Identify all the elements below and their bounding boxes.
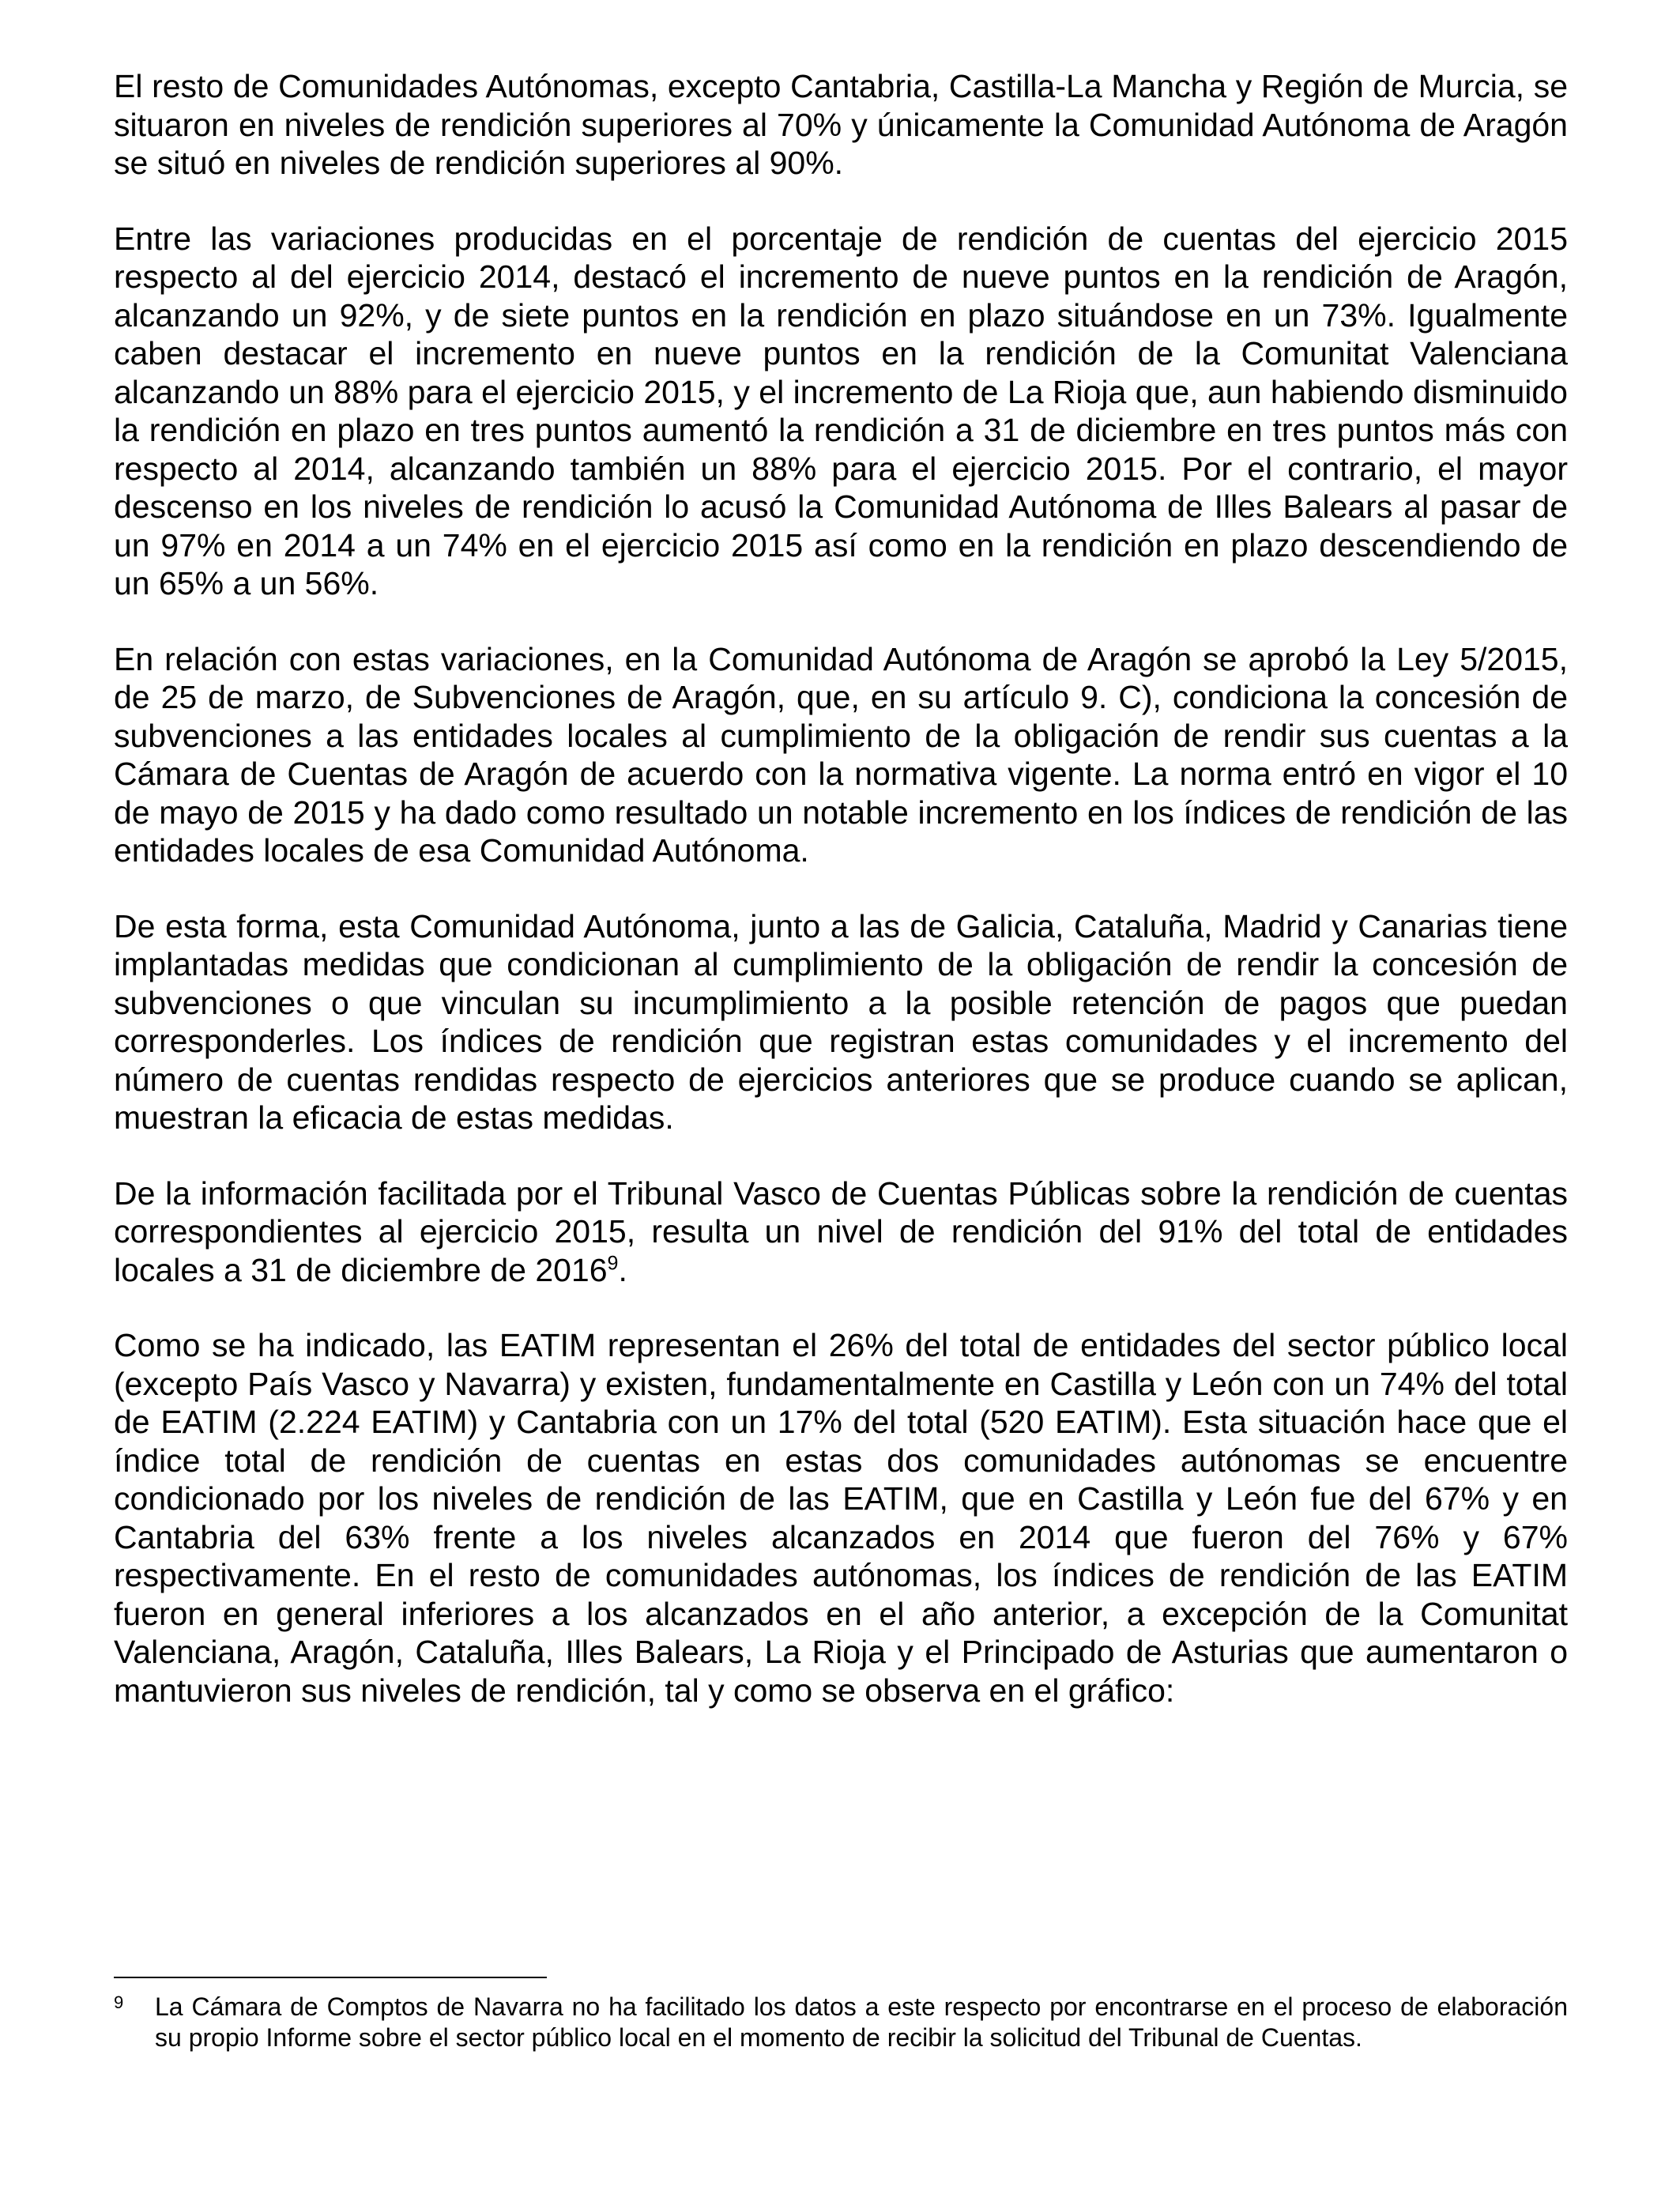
footnote — [114, 1992, 1568, 2053]
paragraph-3: En relación con estas variaciones, en la Comunidad Autónoma de Aragón se aprobó la Ley 5/2015, de 25 de marzo, de Subvenciones de Aragón, que, en su artículo 9. C), condiciona la concesión de subvenciones a las entidades locales al cumplimiento de la obligación de rendir sus cuentas a la Cámara de Cuentas de Aragón de acuerdo con la normativa vigente. La norma entró en vigor el 10 de mayo de 2015 y ha dado como resultado un notable incremento en los índices de rendición de las entidades locales de esa Comunidad Autónoma. — [114, 640, 1568, 869]
paragraph-4: De esta forma, esta Comunidad Autónoma, junto a las de Galicia, Cataluña, Madrid y Canarias tiene implantadas medidas que condicionan al cumplimiento de la obligación de rendir la concesión de subvenciones o que vinculan su incumplimiento a la posible retención de pagos que puedan corresponderles. Los índices de rendición que registran estas comunidades y el incremento del número de cuentas rendidas respecto de ejercicios anteriores que se produce cuando se aplican, muestran la eficacia de estas medidas. — [114, 907, 1568, 1136]
footnote-text: La Cámara de Comptos de Navarra no ha facilitado los datos a este respecto por encontrarse en el proceso de elaboración su propio Informe sobre el sector público local en el momento de recibir la solicitud del Tribunal de Cuentas. — [155, 1992, 1568, 2052]
footnote-reference[interactable]: 9 — [607, 1251, 619, 1274]
footnote-marker: 9 — [114, 1992, 124, 2012]
document-body — [114, 67, 1568, 1747]
footnote-separator — [114, 1977, 547, 1978]
paragraph-5 — [114, 1174, 1568, 1290]
paragraph-6: Como se ha indicado, las EATIM representan el 26% del total de entidades del sector público local (excepto País Vasco y Navarra) y existen, fundamentalmente en Castilla y León con un 74% del total de EATIM (2.224 EATIM) y Cantabria con un 17% del total (520 EATIM). Esta situación hace que el índice total de rendición de cuentas en estas dos comunidades autónomas se encuentre condicionado por los niveles de rendición de las EATIM, que en Castilla y León fue del 67% y en Cantabria del 63% frente a los niveles alcanzados en 2014 que fueron del 76% y 67% respectivamente. En el resto de comunidades autónomas, los índices de rendición de las EATIM fueron en general inferiores a los alcanzados en el año anterior, a excepción de la Comunitat Valenciana, Aragón, Cataluña, Illes Balears, La Rioja y el Principado de Asturias que aumentaron o mantuvieron sus niveles de rendición, tal y como se observa en el gráfico: — [114, 1327, 1568, 1709]
paragraph-2: Entre las variaciones producidas en el porcentaje de rendición de cuentas del ejercicio 2015 respecto al del ejercicio 2014, destacó el incremento de nueve puntos en la rendición de Aragón, alcanzando un 92%, y de siete puntos en la rendición en plazo situándose en un 73%. Igualmente caben destacar el incremento en nueve puntos en la rendición de la Comunitat Valenciana alcanzando un 88% para el ejercicio 2015, y el incremento de La Rioja que, aun habiendo disminuido la rendición en plazo en tres puntos aumentó la rendición a 31 de diciembre en tres puntos más con respecto al 2014, alcanzando también un 88% para el ejercicio 2015. Por el contrario, el mayor descenso en los niveles de rendición lo acusó la Comunidad Autónoma de Illes Balears al pasar de un 97% en 2014 a un 74% en el ejercicio 2015 así como en la rendición en plazo descendiendo de un 65% a un 56%. — [114, 220, 1568, 601]
paragraph-1: El resto de Comunidades Autónomas, excepto Cantabria, Castilla-La Mancha y Región de Murcia, se situaron en niveles de rendición superiores al 70% y únicamente la Comunidad Autónoma de Aragón se situó en niveles de rendición superiores al 90%. — [114, 68, 1568, 181]
paragraph-5-end: . — [618, 1251, 627, 1288]
paragraph-5-text: De la información facilitada por el Tribunal Vasco de Cuentas Públicas sobre la rendición de cuentas correspondientes al ejercicio 2015, resulta un nivel de rendición del 91% del total de entidades locales a 31 de diciembre de 2016 — [114, 1174, 1568, 1288]
